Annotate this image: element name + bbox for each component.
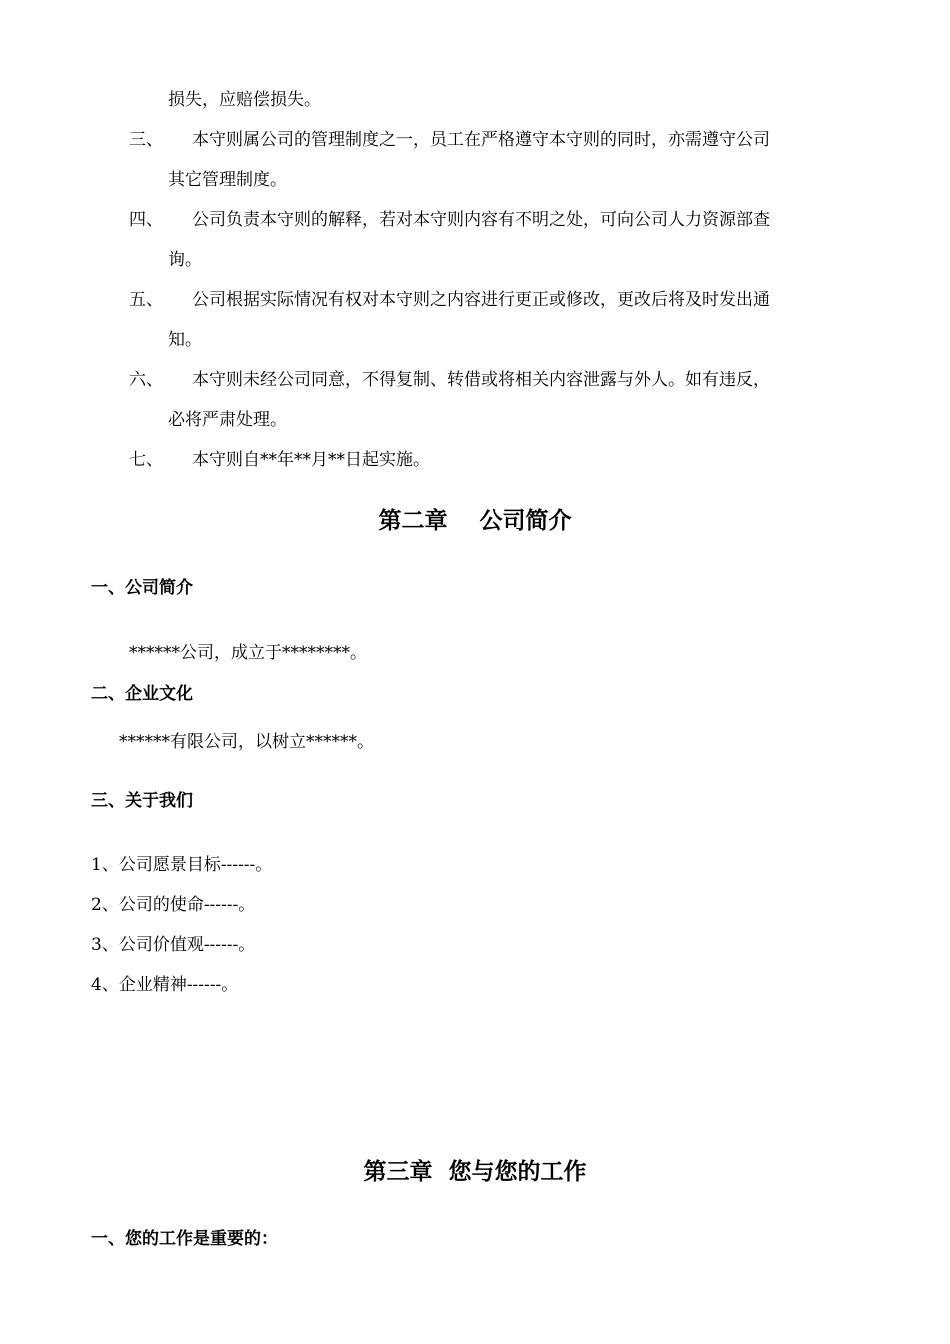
chapter-title: 第二章 公司简介 xyxy=(378,508,572,534)
clause-continuation: 损失，应赔偿损失。 xyxy=(168,90,321,110)
clause-number: 四、 xyxy=(129,210,163,230)
list-item: 4、企业精神------。 xyxy=(91,975,239,995)
section-heading: 三、关于我们 xyxy=(91,791,193,811)
section-heading: 一、公司简介 xyxy=(91,578,193,598)
clause-text: 公司负责本守则的解释，若对本守则内容有不明之处，可向公司人力资源部查 xyxy=(192,210,770,230)
clause-text: 本守则属公司的管理制度之一，员工在严格遵守本守则的同时，亦需遵守公司 xyxy=(192,130,770,150)
section-text: ******有限公司，以树立******。 xyxy=(119,732,374,752)
clause-number: 三、 xyxy=(129,130,163,150)
clause-number: 七、 xyxy=(129,450,163,470)
chapter-title: 第三章 您与您的工作 xyxy=(363,1159,587,1185)
clause-text-continued: 其它管理制度。 xyxy=(168,170,287,190)
clause-text-continued: 知。 xyxy=(168,330,202,350)
clause-text: 公司根据实际情况有权对本守则之内容进行更正或修改，更改后将及时发出通 xyxy=(192,290,770,310)
list-item: 3、公司价值观------。 xyxy=(91,935,256,955)
section-text: ******公司，成立于********。 xyxy=(129,643,367,663)
list-item: 1、公司愿景目标------。 xyxy=(91,855,273,875)
clause-text: 本守则未经公司同意，不得复制、转借或将相关内容泄露与外人。如有违反， xyxy=(192,370,770,390)
clause-text-continued: 必将严肃处理。 xyxy=(168,410,287,430)
list-item: 2、公司的使命------。 xyxy=(91,895,256,915)
clause-text: 本守则自**年**月**日起实施。 xyxy=(192,450,430,470)
section-heading: 二、企业文化 xyxy=(91,684,193,704)
clause-number: 五、 xyxy=(129,290,163,310)
clause-text-continued: 询。 xyxy=(168,250,202,270)
clause-number: 六、 xyxy=(129,370,163,390)
section-heading: 一、您的工作是重要的： xyxy=(91,1229,278,1249)
